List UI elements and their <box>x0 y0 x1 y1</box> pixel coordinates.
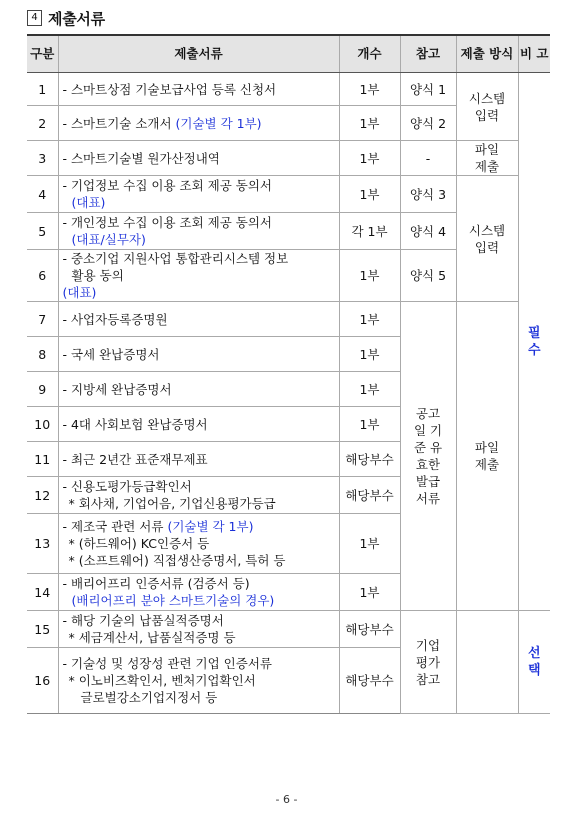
row-reference: 양식 2 <box>400 106 456 141</box>
row-number: 10 <box>27 407 58 442</box>
header-documents: 제출서류 <box>58 35 339 73</box>
row-document: - 스마트기술별 원가산정내역 <box>58 141 339 176</box>
remark-required: 필 수 <box>518 73 550 611</box>
row-count: 각 1부 <box>339 213 400 250</box>
method-empty <box>456 611 518 714</box>
row-count: 1부 <box>339 141 400 176</box>
table-row <box>27 141 550 176</box>
table-row <box>27 176 550 213</box>
page-number: - 6 - <box>275 793 298 806</box>
row-document: - 기술성 및 성장성 관련 기업 인증서류 * 이노비즈확인서, 벤처기업확인서 글로벌강소기업지정서 등 <box>58 648 339 714</box>
row-document: - 국세 완납증명서 <box>58 337 339 372</box>
section-title <box>27 6 105 30</box>
row-number: 16 <box>27 648 58 714</box>
row-reference: 양식 4 <box>400 213 456 250</box>
row-document: - 스마트상점 기술보급사업 등록 신청서 <box>58 73 339 106</box>
row-document: - 스마트기술 소개서 (기술별 각 1부) <box>58 106 339 141</box>
row-reference: - <box>400 141 456 176</box>
row-document: - 중소기업 지원사업 통합관리시스템 정보 활용 동의 (대표) <box>58 250 339 302</box>
row-count: 1부 <box>339 176 400 213</box>
row-document: - 지방세 완납증명서 <box>58 372 339 407</box>
row-number: 12 <box>27 477 58 514</box>
row-count: 1부 <box>339 337 400 372</box>
method-system-input: 시스템 입력 <box>456 73 518 141</box>
reference-company-eval: 기업 평가 참고 <box>400 611 456 714</box>
header-category: 구분 <box>27 35 58 73</box>
section-title-text: 제출서류 <box>48 9 105 28</box>
row-reference: 양식 3 <box>400 176 456 213</box>
row-reference: 양식 5 <box>400 250 456 302</box>
row-document: - 기업정보 수집 이용 조회 제공 동의서 (대표) <box>58 176 339 213</box>
row-count: 1부 <box>339 250 400 302</box>
row-count: 해당부수 <box>339 611 400 648</box>
row-number: 1 <box>27 73 58 106</box>
row-count: 1부 <box>339 302 400 337</box>
table-row <box>27 73 550 106</box>
row-document: - 신용도평가등급확인서 * 회사채, 기업어음, 기업신용평가등급 <box>58 477 339 514</box>
remark-optional: 선 택 <box>518 611 550 714</box>
header-method: 제출 방식 <box>456 35 518 73</box>
row-number: 6 <box>27 250 58 302</box>
row-number: 13 <box>27 514 58 574</box>
row-count: 해당부수 <box>339 648 400 714</box>
table-row <box>27 611 550 648</box>
reference-valid-docs: 공고일 기준 유효한 발급 서류 <box>400 302 456 611</box>
row-reference: 양식 1 <box>400 73 456 106</box>
method-system-input-2: 시스템 입력 <box>456 176 518 302</box>
row-count: 해당부수 <box>339 442 400 477</box>
row-number: 7 <box>27 302 58 337</box>
table-row <box>27 302 550 337</box>
row-count: 해당부수 <box>339 477 400 514</box>
row-document: - 개인정보 수집 이용 조회 제공 동의서 (대표/실무자) <box>58 213 339 250</box>
row-number: 4 <box>27 176 58 213</box>
row-document: - 제조국 관련 서류 (기술별 각 1부) * (하드웨어) KC인증서 등 * (소프트웨어) 직접생산증명서, 특허 등 <box>58 514 339 574</box>
row-count: 1부 <box>339 372 400 407</box>
header-reference: 참고 <box>400 35 456 73</box>
row-number: 8 <box>27 337 58 372</box>
row-count: 1부 <box>339 514 400 574</box>
row-number: 3 <box>27 141 58 176</box>
row-number: 15 <box>27 611 58 648</box>
row-number: 11 <box>27 442 58 477</box>
method-file-submit-2: 파일 제출 <box>456 302 518 611</box>
row-document: - 4대 사회보험 완납증명서 <box>58 407 339 442</box>
method-file-submit: 파일 제출 <box>456 141 518 176</box>
row-number: 14 <box>27 574 58 611</box>
header-remark: 비 고 <box>518 35 550 73</box>
row-document: - 최근 2년간 표준재무제표 <box>58 442 339 477</box>
header-count: 개수 <box>339 35 400 73</box>
table-header-row <box>27 35 550 73</box>
documents-table <box>27 34 550 714</box>
row-number: 2 <box>27 106 58 141</box>
row-document: - 사업자등록증명원 <box>58 302 339 337</box>
row-count: 1부 <box>339 73 400 106</box>
row-number: 9 <box>27 372 58 407</box>
row-count: 1부 <box>339 574 400 611</box>
row-count: 1부 <box>339 407 400 442</box>
row-document: - 배리어프리 인증서류 (검증서 등) (배리어프리 분야 스마트기술의 경우) <box>58 574 339 611</box>
row-number: 5 <box>27 213 58 250</box>
section-number-box: 4 <box>27 10 42 26</box>
row-count: 1부 <box>339 106 400 141</box>
row-document: - 해당 기술의 납품실적증명서 * 세금계산서, 납품실적증명 등 <box>58 611 339 648</box>
